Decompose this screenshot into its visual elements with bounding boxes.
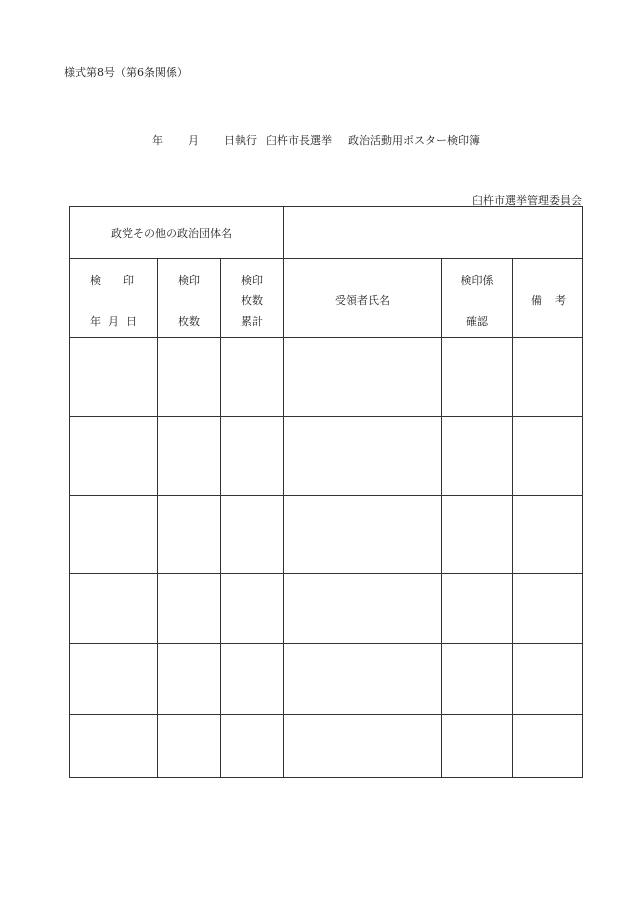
col-header-stamp-total-line1: 検印 (241, 274, 263, 287)
col-header-year: 年 (90, 315, 101, 328)
cell-date[interactable] (70, 574, 157, 643)
cell-count[interactable] (158, 574, 220, 643)
cell-check[interactable] (442, 417, 512, 495)
col-header-officer-check-line2: 確認 (466, 315, 488, 328)
cell-check[interactable] (442, 338, 512, 416)
form-number: 様式第8号（第6条関係） (64, 66, 188, 79)
cell-recipient[interactable] (284, 644, 441, 714)
col-header-stamp-count-line2: 枚数 (178, 315, 200, 328)
cell-recipient[interactable] (284, 417, 441, 495)
cell-count[interactable] (158, 715, 220, 777)
cell-remarks[interactable] (513, 417, 582, 495)
cell-date[interactable] (70, 644, 157, 714)
cell-count[interactable] (158, 496, 220, 573)
title-day-exec: 日執行 (224, 134, 257, 147)
cell-date[interactable] (70, 338, 157, 416)
col-header-month: 月 (108, 315, 119, 328)
cell-count[interactable] (158, 417, 220, 495)
title-election: 臼杵市長選挙 (266, 134, 332, 147)
party-name-field[interactable] (284, 207, 582, 258)
cell-recipient[interactable] (284, 574, 441, 643)
table-border-bottom (69, 777, 583, 778)
cell-check[interactable] (442, 574, 512, 643)
table-border-right (582, 206, 583, 778)
col-header-recipient: 受領者氏名 (335, 294, 390, 307)
col-header-stamp-char2: 印 (123, 274, 134, 287)
cell-date[interactable] (70, 496, 157, 573)
cell-remarks[interactable] (513, 338, 582, 416)
cell-total[interactable] (221, 338, 283, 416)
document-title (0, 132, 630, 146)
stamp-register-table (69, 206, 583, 778)
col-header-day: 日 (126, 315, 137, 328)
title-month: 月 (188, 134, 199, 147)
cell-total[interactable] (221, 574, 283, 643)
cell-recipient[interactable] (284, 496, 441, 573)
cell-check[interactable] (442, 644, 512, 714)
col-header-remarks-char2: 考 (555, 294, 566, 307)
party-row-rule (69, 258, 583, 259)
col-header-officer-check-line1: 検印係 (460, 274, 494, 287)
cell-total[interactable] (221, 417, 283, 495)
col-header-stamp-char1: 検 (90, 274, 101, 287)
cell-count[interactable] (158, 338, 220, 416)
cell-date[interactable] (70, 715, 157, 777)
cell-count[interactable] (158, 644, 220, 714)
col-header-stamp-total-line3: 累計 (241, 315, 263, 328)
cell-recipient[interactable] (284, 338, 441, 416)
col-header-remarks-char1: 備 (531, 294, 542, 307)
party-name-label: 政党その他の政治団体名 (111, 227, 232, 240)
cell-remarks[interactable] (513, 496, 582, 573)
cell-total[interactable] (221, 644, 283, 714)
cell-remarks[interactable] (513, 715, 582, 777)
cell-total[interactable] (221, 496, 283, 573)
col-header-stamp-total-line2: 枚数 (241, 294, 263, 307)
title-year: 年 (152, 134, 163, 147)
cell-total[interactable] (221, 715, 283, 777)
cell-check[interactable] (442, 715, 512, 777)
cell-remarks[interactable] (513, 574, 582, 643)
title-register: 政治活動用ポスター検印簿 (348, 134, 480, 147)
cell-date[interactable] (70, 417, 157, 495)
cell-recipient[interactable] (284, 715, 441, 777)
col-header-stamp-count-line1: 検印 (178, 274, 200, 287)
cell-remarks[interactable] (513, 644, 582, 714)
cell-check[interactable] (442, 496, 512, 573)
committee-name: 臼杵市選挙管理委員会 (472, 194, 582, 207)
